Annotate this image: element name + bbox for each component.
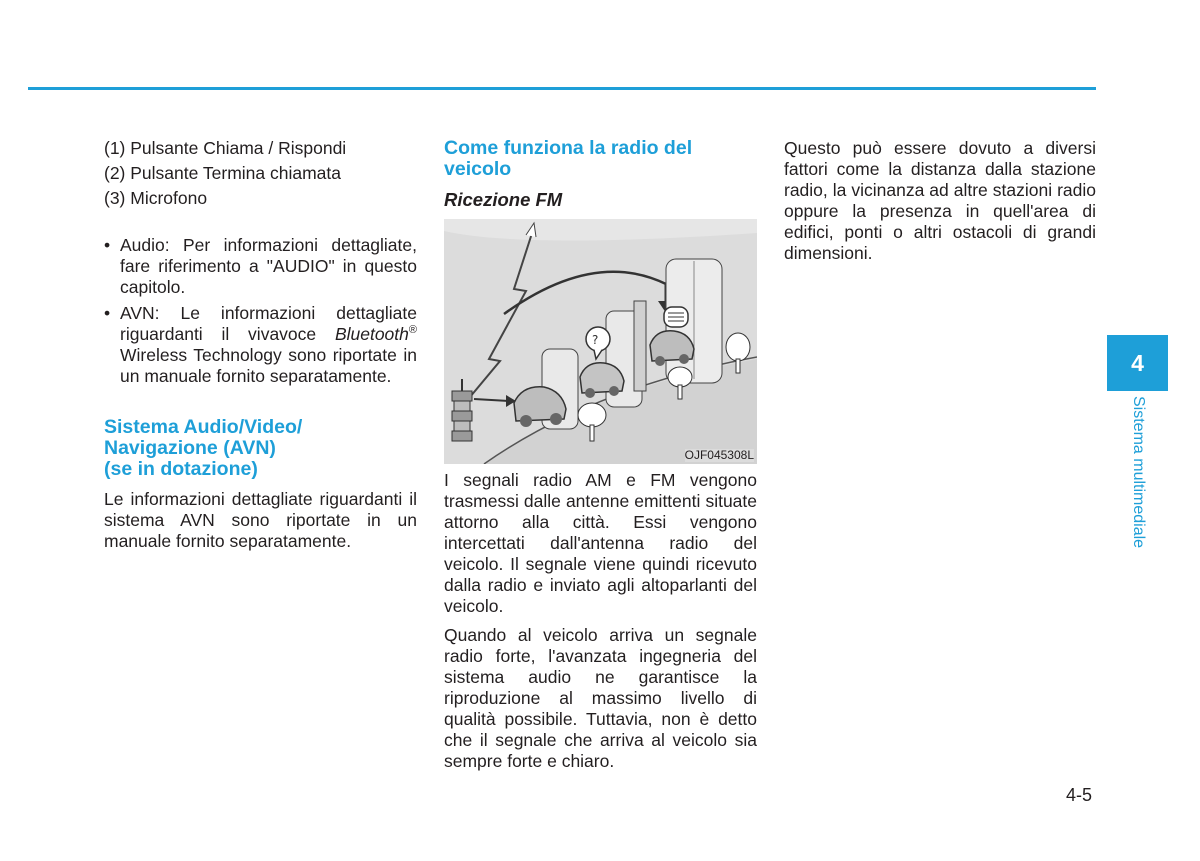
avn-body-text: Le informazioni dettagliate riguardanti il sistema AVN sono riportate in un manuale fornito separatamente.	[104, 489, 417, 551]
bluetooth-term: Bluetooth	[334, 324, 409, 344]
list-item: (2) Pulsante Termina chiamata	[104, 163, 342, 183]
list-item: (1) Pulsante Chiama / Rispondi	[104, 138, 347, 158]
sky-band	[444, 219, 757, 241]
chapter-tab: 4	[1107, 335, 1168, 391]
section-heading-radio: Come funziona la radio del veicolo	[444, 137, 693, 180]
transmitter-tower-icon	[452, 379, 472, 441]
right-column	[784, 138, 1096, 264]
page-number: 4-5	[1066, 785, 1093, 805]
signal-arrow-right	[474, 399, 510, 401]
signal-lightning	[460, 227, 534, 409]
car-icon	[650, 331, 694, 366]
radio-paragraph-2: Quando al veicolo arriva un segnale radio forte, l'avanzata ingegneria del sistema audio ne garantisce la riproduzione al massimo livello di qualità possibile. Tuttavia, non è detto che il segnale che arriva al veicolo sia sempre forte e chiaro.	[444, 625, 757, 771]
middle-column	[444, 138, 757, 780]
figure-code: OJF045308L	[684, 448, 754, 462]
svg-text:?: ?	[592, 333, 599, 347]
registered-mark: ®	[408, 324, 417, 337]
bullet-avn: • AVN: Le informazioni dettagliate riguardanti il vivavoce Bluetooth® Wireless Technology sono riportate in un manuale fornito separatamente.	[104, 303, 417, 387]
left-column	[104, 138, 417, 552]
subheading-fm: Ricezione FM	[444, 189, 563, 210]
car-icon	[580, 363, 624, 398]
note-bullets	[104, 235, 417, 387]
fm-reception-illustration	[444, 219, 757, 464]
fm-illustration-svg	[444, 219, 757, 464]
header-rule	[28, 87, 1096, 90]
section-heading-avn: Sistema Audio/Video/ Navigazione (AVN) (se in dotazione)	[104, 416, 303, 480]
bullet-audio: • Audio: Per informazioni dettagliate, fare riferimento a "AUDIO" in questo capitolo.	[104, 235, 417, 298]
chapter-label: Sistema multimediale	[1130, 396, 1147, 549]
list-item: (3) Microfono	[104, 188, 208, 208]
button-list	[104, 138, 417, 209]
radio-paragraph-1: I segnali radio AM e FM vengono trasmessi dalle antenne emittenti situate attorno alla città. Essi vengono intercettati dall'antenna radio del veicolo. Il segnale viene quindi ricevuto dalla radio e inviato agli altoparlanti del veicolo.	[444, 470, 757, 616]
interference-paragraph: Questo può essere dovuto a diversi fattori come la distanza dalla stazione radio, la vicinanza ad altre stazioni radio oppure la presenza in quell'area di edifici, ponti o altri ostacoli di grandi dimensioni.	[784, 138, 1096, 263]
clear-signal-bubble-icon	[664, 307, 688, 327]
